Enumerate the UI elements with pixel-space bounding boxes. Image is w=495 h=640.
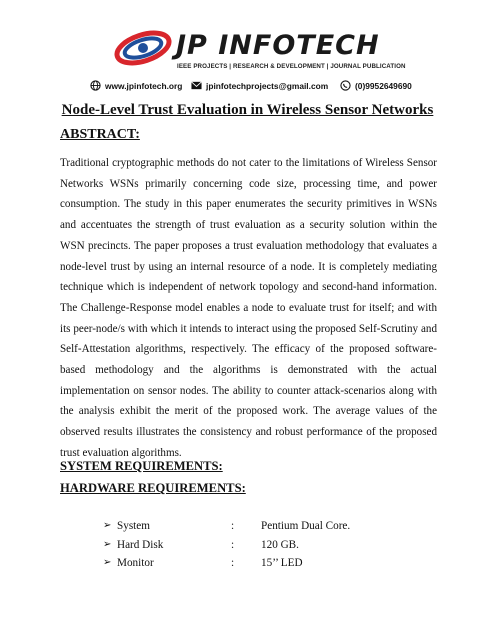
globe-icon [90, 80, 101, 91]
requirement-value: Pentium Dual Core. [261, 520, 351, 532]
list-item [103, 539, 403, 558]
arrow-bullet-icon: ➢ [103, 520, 112, 531]
requirement-value: 15’’ LED [261, 557, 303, 569]
requirement-separator: : [231, 538, 235, 551]
website-contact [90, 80, 182, 91]
jp-infotech-logo-icon [112, 26, 174, 70]
email-link[interactable]: jpinfotechprojects@gmail.com [206, 80, 329, 91]
list-item [103, 557, 403, 576]
abstract-paragraph: Traditional cryptographic methods do not cater to the limitations of Wireless Sensor Networks WSNs primarily concerning code size, processing time, and power consumption. The study in this paper enumerates the security primitives in WSNs and accentuates the strength of trust evaluation as a security solution within the WSN precincts. The paper proposes a trust evaluation methodology that evaluates a node-level trust by using an internal resource of a node. It is completely mediating technique which is independent of network topology and second-hand information. The Challenge-Response model enables a node to evaluate trust for itself; and with its peer-node/s with which it intends to interact using the proposed Self-Scrutiny and Self-Attestation algorithms, respectively. The efficacy of the proposed software-based methodology and the algorithms is demonstrated with the actual implementation on sensor nodes. The ability to counter attack-scenarios along with the analysis exhibit the merit of the proposed work. The average values of the observed results illustrates the consistency and robust performance of the proposed trust evaluation algorithms. [60, 157, 437, 459]
requirement-value: 120 GB. [261, 538, 299, 551]
mail-icon [191, 80, 202, 91]
requirement-separator: : [231, 520, 235, 532]
website-link[interactable]: www.jpinfotech.org [105, 80, 183, 91]
hardware-requirements-list [103, 520, 403, 576]
document-title: Node-Level Trust Evaluation in Wireless Sensor Networks [61, 102, 434, 118]
arrow-bullet-icon: ➢ [103, 538, 112, 550]
email-contact [191, 80, 328, 91]
requirement-name: System [117, 520, 150, 532]
system-requirements-heading: SYSTEM REQUIREMENTS: [60, 459, 223, 473]
contact-bar [90, 80, 430, 94]
phone-contact [340, 80, 412, 91]
letterhead [0, 0, 495, 100]
abstract-heading: ABSTRACT: [60, 127, 140, 142]
brand-name: JP INFOTECH [176, 30, 380, 61]
arrow-bullet-icon: ➢ [103, 557, 112, 568]
requirement-separator: : [231, 557, 235, 569]
whatsapp-phone-icon [340, 80, 351, 91]
requirement-name: Monitor [117, 557, 154, 569]
phone-number: (0)9952649690 [355, 80, 412, 91]
requirement-name: Hard Disk [117, 538, 164, 551]
list-item [103, 520, 403, 539]
brand-tagline: IEEE PROJECTS | RESEARCH & DEVELOPMENT | JOURNAL PUBLICATION [177, 63, 406, 70]
hardware-requirements-heading: HARDWARE REQUIREMENTS: [60, 481, 246, 495]
